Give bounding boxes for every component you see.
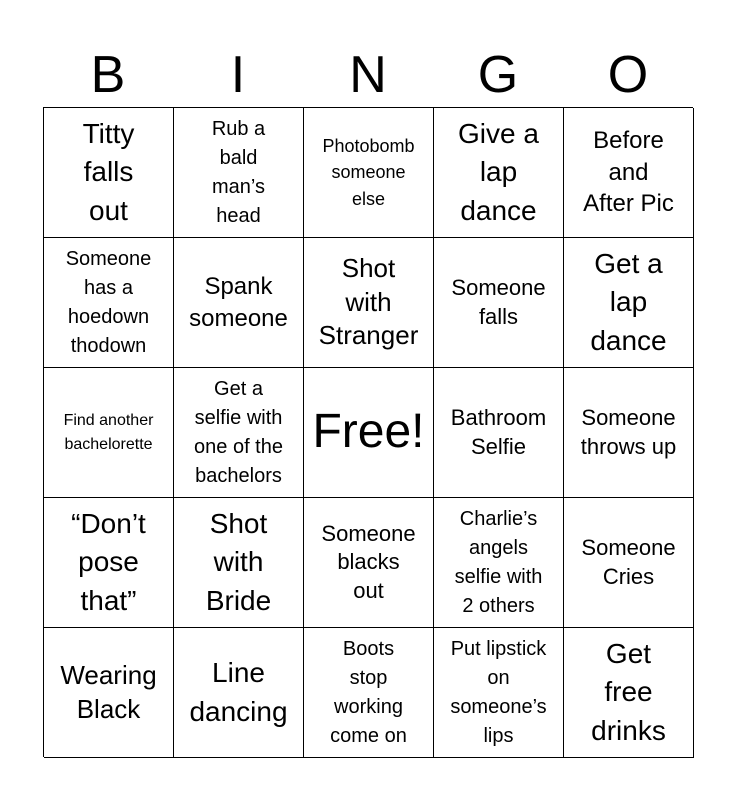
cell-label: Shot with Stranger bbox=[318, 252, 419, 351]
header-letter-g: G bbox=[477, 46, 519, 104]
bingo-cell-r1-c1[interactable] bbox=[44, 108, 174, 238]
bingo-cell-r4-c4[interactable] bbox=[434, 498, 564, 628]
cell-label: Line dancing bbox=[189, 656, 288, 727]
bingo-cell-r3-c2[interactable] bbox=[174, 368, 304, 498]
cell-label: Get a lap dance bbox=[590, 247, 667, 356]
bingo-cell-r2-c4[interactable] bbox=[434, 238, 564, 368]
cell-label: Boots stop working come on bbox=[330, 637, 407, 747]
cell-label: “Don’t pose that” bbox=[71, 507, 146, 616]
bingo-cell-r1-c5[interactable] bbox=[564, 108, 694, 238]
bingo-cell-r1-c2[interactable] bbox=[174, 108, 304, 238]
bingo-cell-r5-c4[interactable] bbox=[434, 628, 564, 758]
cell-label: Shot with Bride bbox=[205, 507, 272, 616]
bingo-cell-r2-c3[interactable] bbox=[304, 238, 434, 368]
bingo-cell-r5-c1[interactable] bbox=[44, 628, 174, 758]
header-letter-n: N bbox=[349, 46, 387, 104]
cell-label: Titty falls out bbox=[82, 117, 135, 226]
bingo-header bbox=[43, 44, 693, 106]
bingo-board bbox=[43, 107, 693, 757]
bingo-cell-r2-c5[interactable] bbox=[564, 238, 694, 368]
cell-label: Before and After Pic bbox=[583, 126, 674, 218]
cell-label: Put lipstick on someone’s lips bbox=[450, 637, 547, 747]
header-letter-b: B bbox=[90, 46, 126, 104]
bingo-cell-r1-c4[interactable] bbox=[434, 108, 564, 238]
bingo-cell-r4-c2[interactable] bbox=[174, 498, 304, 628]
header-letter-i: I bbox=[230, 46, 246, 104]
bingo-cell-r4-c1[interactable] bbox=[44, 498, 174, 628]
cell-label: Photobomb someone else bbox=[322, 136, 415, 209]
bingo-cell-r4-c3[interactable] bbox=[304, 498, 434, 628]
cell-label: Someone throws up bbox=[580, 404, 677, 459]
bingo-cell-r2-c1[interactable] bbox=[44, 238, 174, 368]
bingo-cell-r3-c4[interactable] bbox=[434, 368, 564, 498]
bingo-cell-r5-c5[interactable] bbox=[564, 628, 694, 758]
cell-label: Find another bachelorette bbox=[63, 412, 154, 453]
cell-label: Someone blacks out bbox=[321, 520, 416, 603]
header-letter-o: O bbox=[607, 46, 649, 104]
bingo-cell-r4-c5[interactable] bbox=[564, 498, 694, 628]
bingo-cell-r3-c5[interactable] bbox=[564, 368, 694, 498]
cell-label: Someone falls bbox=[451, 274, 546, 329]
cell-label: Someone has a hoedown thodown bbox=[65, 247, 152, 357]
cell-label: Get free drinks bbox=[591, 637, 666, 746]
cell-label: Someone Cries bbox=[581, 534, 676, 589]
bingo-cell-r5-c2[interactable] bbox=[174, 628, 304, 758]
cell-label: Spank someone bbox=[189, 272, 288, 332]
cell-label: Get a selfie with one of the bachelors bbox=[194, 377, 283, 487]
bingo-cell-r3-c1[interactable] bbox=[44, 368, 174, 498]
cell-label: Wearing Black bbox=[60, 659, 157, 724]
cell-label: Charlie’s angels selfie with 2 others bbox=[454, 507, 543, 617]
free-space-label: Free! bbox=[312, 405, 425, 459]
cell-label: Bathroom Selfie bbox=[450, 404, 547, 459]
bingo-cell-r5-c3[interactable] bbox=[304, 628, 434, 758]
bingo-cell-r1-c3[interactable] bbox=[304, 108, 434, 238]
bingo-cell-r2-c2[interactable] bbox=[174, 238, 304, 368]
bingo-cell-free[interactable] bbox=[304, 368, 434, 498]
cell-label: Rub a bald man’s head bbox=[211, 117, 266, 227]
cell-label: Give a lap dance bbox=[458, 117, 539, 226]
